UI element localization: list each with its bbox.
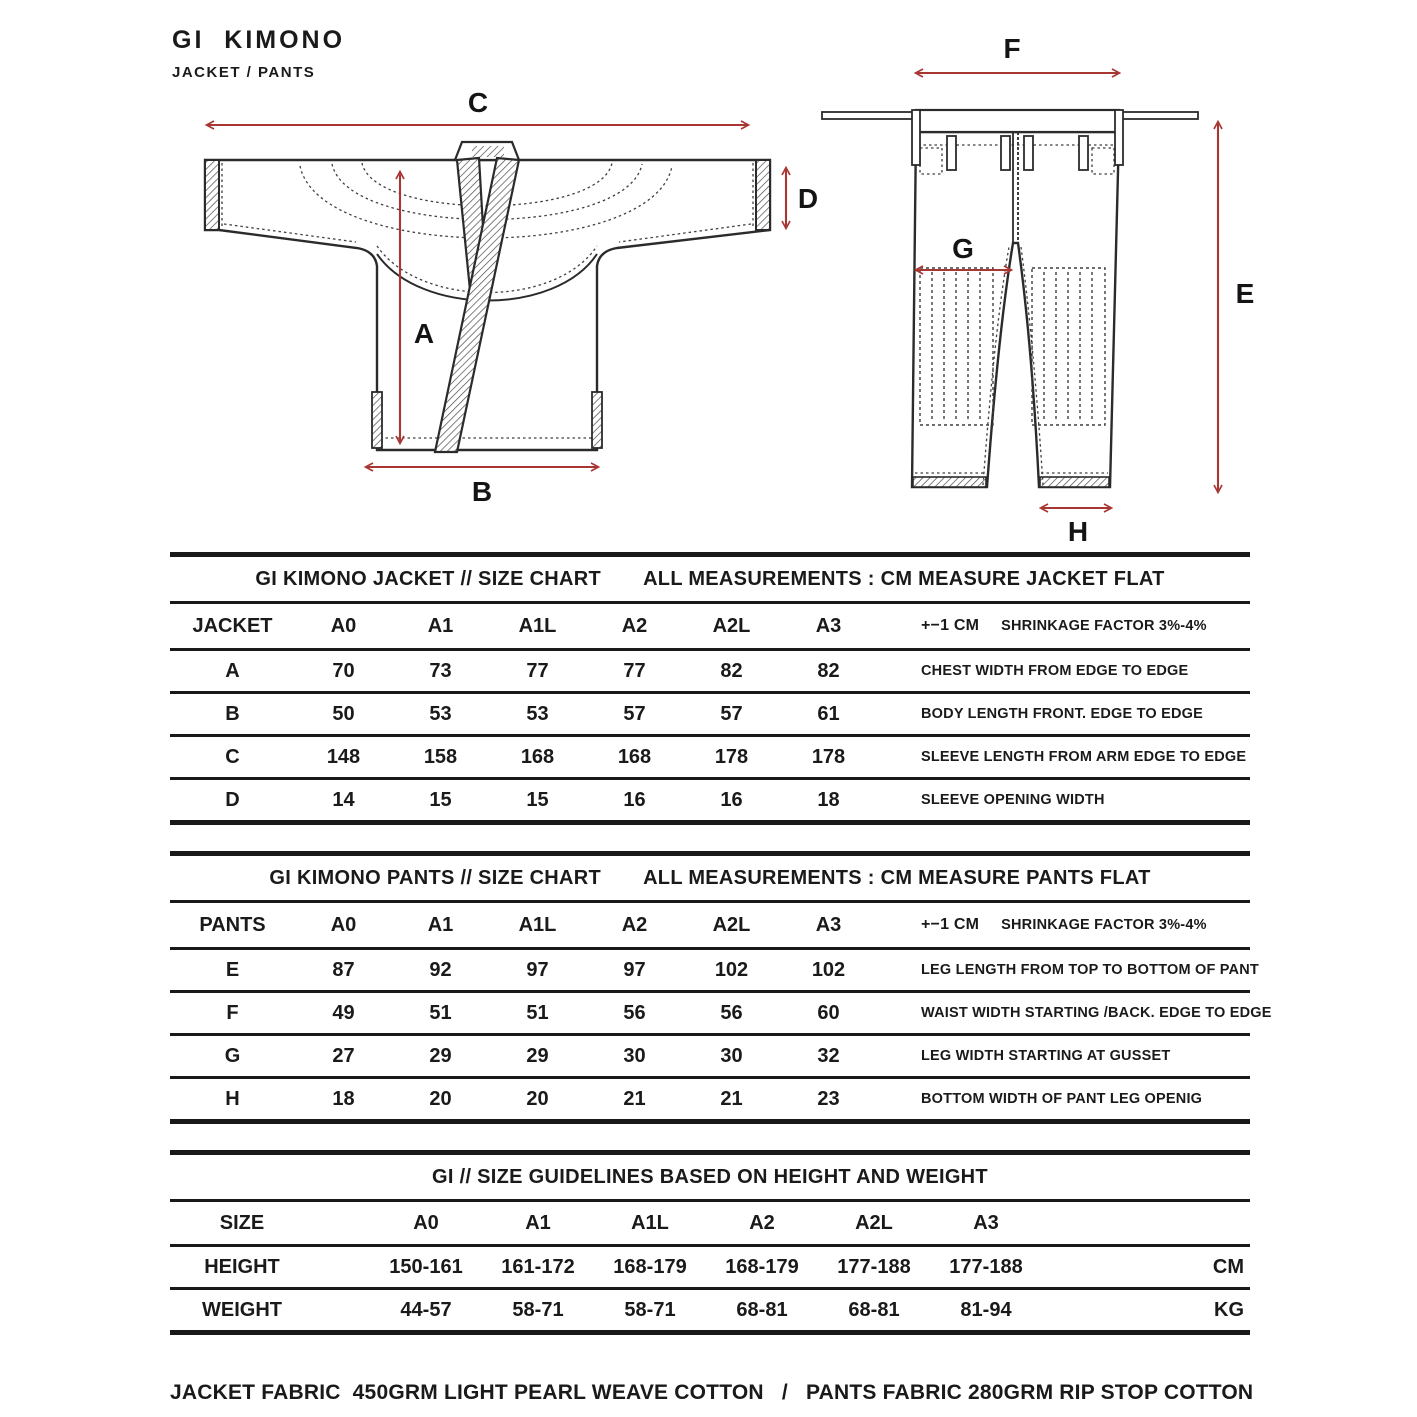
cell-value: 168-179: [725, 1255, 799, 1278]
tolerance-value: +−1 CM: [921, 617, 980, 634]
size-header: A1: [427, 913, 454, 936]
cell-value: 27: [332, 1044, 355, 1067]
cell-value: 148: [326, 745, 361, 768]
cell-value: 58-71: [624, 1298, 676, 1321]
cell-value: 77: [623, 659, 646, 682]
cell-value: 82: [720, 659, 743, 682]
row-description: SLEEVE OPENING WIDTH: [921, 792, 1105, 808]
label-b: B: [471, 476, 493, 507]
cell-value: 57: [623, 702, 646, 725]
size-header: A1: [525, 1211, 551, 1234]
pants-drawing: [822, 33, 1254, 547]
cell-value: 73: [429, 659, 452, 682]
pants-table-header-row: [170, 903, 1250, 950]
shrinkage-note: SHRINKAGE FACTOR 3%-4%: [1001, 618, 1207, 634]
label-h: H: [1067, 516, 1089, 547]
cell-value: 20: [526, 1087, 549, 1110]
size-header: A3: [973, 1211, 999, 1234]
drawstring-right: [1119, 112, 1198, 119]
pants-waistband: [916, 110, 1119, 132]
page-subtitle: JACKET / PANTS: [172, 64, 316, 81]
pants-table-title: [170, 856, 1250, 903]
cell-value: 60: [817, 1001, 840, 1024]
technical-drawings: [0, 0, 1417, 552]
table-row: [170, 694, 1250, 737]
fabric-note: JACKET FABRIC 450GRM LIGHT PEARL WEAVE COTTON / PANTS FABRIC 280GRM RIP STOP COTTON: [170, 1381, 1254, 1404]
size-header: A1L: [518, 614, 557, 637]
cell-value: 53: [526, 702, 549, 725]
cell-value: 68-81: [736, 1298, 788, 1321]
size-header: A2: [749, 1211, 775, 1234]
row-description: SLEEVE LENGTH FROM ARM EDGE TO EDGE: [921, 749, 1247, 765]
size-header: A1L: [518, 913, 557, 936]
table-row: [170, 780, 1250, 820]
guidelines-table-title: [170, 1155, 1250, 1202]
cell-value: 16: [623, 788, 646, 811]
cell-value: 158: [423, 745, 458, 768]
cell-value: 150-161: [389, 1255, 463, 1278]
column-header: PANTS: [199, 913, 266, 936]
cell-value: 29: [429, 1044, 452, 1067]
cell-value: 82: [817, 659, 840, 682]
size-header: A0: [330, 614, 357, 637]
row-label: D: [225, 788, 240, 811]
cell-value: 57: [720, 702, 743, 725]
cell-value: 30: [623, 1044, 646, 1067]
page-title: GI KIMONO: [172, 26, 346, 54]
row-label: H: [225, 1087, 240, 1110]
table-row: [170, 950, 1259, 993]
cell-value: 21: [720, 1087, 743, 1110]
row-label: C: [225, 745, 240, 768]
table-row: [170, 1036, 1250, 1079]
cell-value: 30: [720, 1044, 743, 1067]
jacket-collar-hatch: [472, 146, 504, 157]
size-header: A3: [815, 614, 842, 637]
size-header: A2L: [712, 614, 751, 637]
drawstring-left: [822, 112, 916, 119]
row-label: HEIGHT: [204, 1255, 280, 1278]
row-label: A: [225, 659, 240, 682]
cell-value: 29: [526, 1044, 549, 1067]
cell-value: 87: [332, 958, 355, 981]
cell-value: 23: [817, 1087, 840, 1110]
shrinkage-note: SHRINKAGE FACTOR 3%-4%: [1001, 917, 1207, 933]
label-g: G: [952, 233, 974, 264]
label-d: D: [797, 183, 819, 214]
row-label: B: [225, 702, 240, 725]
cell-value: 168-179: [613, 1255, 687, 1278]
cell-value: 18: [817, 788, 840, 811]
cell-value: 50: [332, 702, 355, 725]
garment-figure: [0, 0, 1417, 552]
pants-hem-left: [913, 477, 986, 487]
pants-table-title-note: ALL MEASUREMENTS : CM MEASURE PANTS FLAT: [643, 866, 1151, 889]
jacket-size-table: [170, 552, 1250, 825]
cell-value: 56: [623, 1001, 646, 1024]
table-row: [170, 1247, 1250, 1290]
pants-hem-right: [1040, 477, 1109, 487]
cell-value: 15: [429, 788, 452, 811]
row-description: CHEST WIDTH FROM EDGE TO EDGE: [921, 663, 1189, 679]
cell-value: 177-188: [837, 1255, 911, 1278]
cell-value: 56: [720, 1001, 743, 1024]
cell-value: 102: [811, 958, 846, 981]
size-header: A2: [621, 614, 648, 637]
cell-value: 16: [720, 788, 743, 811]
table-row: [170, 737, 1250, 780]
row-label: E: [225, 958, 240, 981]
cell-value: 177-188: [949, 1255, 1023, 1278]
cell-value: 32: [817, 1044, 840, 1067]
cell-value: 70: [332, 659, 355, 682]
table-row: [170, 1290, 1250, 1330]
row-label: WEIGHT: [202, 1298, 282, 1321]
table-row: [170, 993, 1272, 1036]
jacket-table-title: [170, 557, 1250, 604]
jacket-table-title-note: ALL MEASUREMENTS : CM MEASURE JACKET FLAT: [643, 567, 1165, 590]
size-header: A0: [413, 1211, 439, 1234]
cell-value: 68-81: [848, 1298, 900, 1321]
cell-value: 53: [429, 702, 452, 725]
label-f: F: [1003, 33, 1021, 64]
cell-value: 20: [429, 1087, 452, 1110]
guidelines-title-text: GI // SIZE GUIDELINES BASED ON HEIGHT AND WEIGHT: [432, 1165, 988, 1188]
cell-value: 15: [526, 788, 549, 811]
pants-size-table: [170, 851, 1272, 1124]
row-label: F: [226, 1001, 239, 1024]
size-charts: [170, 552, 1272, 1335]
size-header: A2L: [712, 913, 751, 936]
cell-value: 97: [623, 958, 646, 981]
cell-value: 58-71: [512, 1298, 564, 1321]
cell-value: 81-94: [960, 1298, 1012, 1321]
row-description: LEG LENGTH FROM TOP TO BOTTOM OF PANT: [921, 962, 1259, 978]
jacket-left-cuff: [205, 160, 219, 230]
cell-value: 178: [714, 745, 749, 768]
cell-value: 92: [429, 958, 452, 981]
cell-value: 178: [811, 745, 846, 768]
jacket-table-title-main: GI KIMONO JACKET // SIZE CHART: [255, 567, 602, 590]
cell-value: 51: [429, 1001, 452, 1024]
table-row: [170, 1079, 1250, 1119]
unit-label: CM: [1212, 1255, 1244, 1278]
row-description: BODY LENGTH FRONT. EDGE TO EDGE: [921, 706, 1203, 722]
cell-value: 97: [526, 958, 549, 981]
cell-value: 77: [526, 659, 549, 682]
jacket-right-cuff: [756, 160, 770, 230]
cell-value: 61: [817, 702, 840, 725]
size-header: A1L: [631, 1211, 669, 1234]
cell-value: 49: [332, 1001, 355, 1024]
jacket-drawing: [205, 87, 818, 507]
cell-value: 168: [617, 745, 652, 768]
size-header: A0: [330, 913, 357, 936]
cell-value: 14: [332, 788, 355, 811]
jacket-left-slit: [372, 392, 382, 448]
size-guidelines-table: [170, 1150, 1250, 1335]
label-a: A: [413, 318, 435, 349]
column-header: SIZE: [219, 1211, 265, 1234]
row-description: WAIST WIDTH STARTING /BACK. EDGE TO EDGE: [921, 1005, 1272, 1021]
cell-value: 102: [714, 958, 749, 981]
guidelines-header-row: [170, 1202, 1250, 1247]
jacket-right-slit: [592, 392, 602, 448]
row-description: LEG WIDTH STARTING AT GUSSET: [921, 1048, 1171, 1064]
column-header: JACKET: [192, 614, 273, 637]
row-label: G: [224, 1044, 241, 1067]
pants-table-title-main: GI KIMONO PANTS // SIZE CHART: [269, 866, 602, 889]
tolerance-value: +−1 CM: [921, 916, 980, 933]
size-header: A3: [815, 913, 842, 936]
size-header: A1: [427, 614, 454, 637]
pants-outline: [912, 132, 1119, 487]
cell-value: 44-57: [400, 1298, 452, 1321]
cell-value: 168: [520, 745, 555, 768]
label-e: E: [1235, 278, 1255, 309]
tolerance-note: [877, 916, 1250, 934]
size-header: A2L: [855, 1211, 893, 1234]
cell-value: 161-172: [501, 1255, 575, 1278]
size-header: A2: [621, 913, 648, 936]
cell-value: 51: [526, 1001, 549, 1024]
table-row: [170, 651, 1250, 694]
cell-value: 21: [623, 1087, 646, 1110]
tolerance-note: [877, 617, 1250, 635]
row-description: BOTTOM WIDTH OF PANT LEG OPENIG: [921, 1091, 1203, 1107]
unit-label: KG: [1214, 1298, 1244, 1321]
cell-value: 18: [332, 1087, 355, 1110]
brand-header: [172, 26, 345, 81]
jacket-table-header-row: [170, 604, 1250, 651]
label-c: C: [467, 87, 489, 118]
